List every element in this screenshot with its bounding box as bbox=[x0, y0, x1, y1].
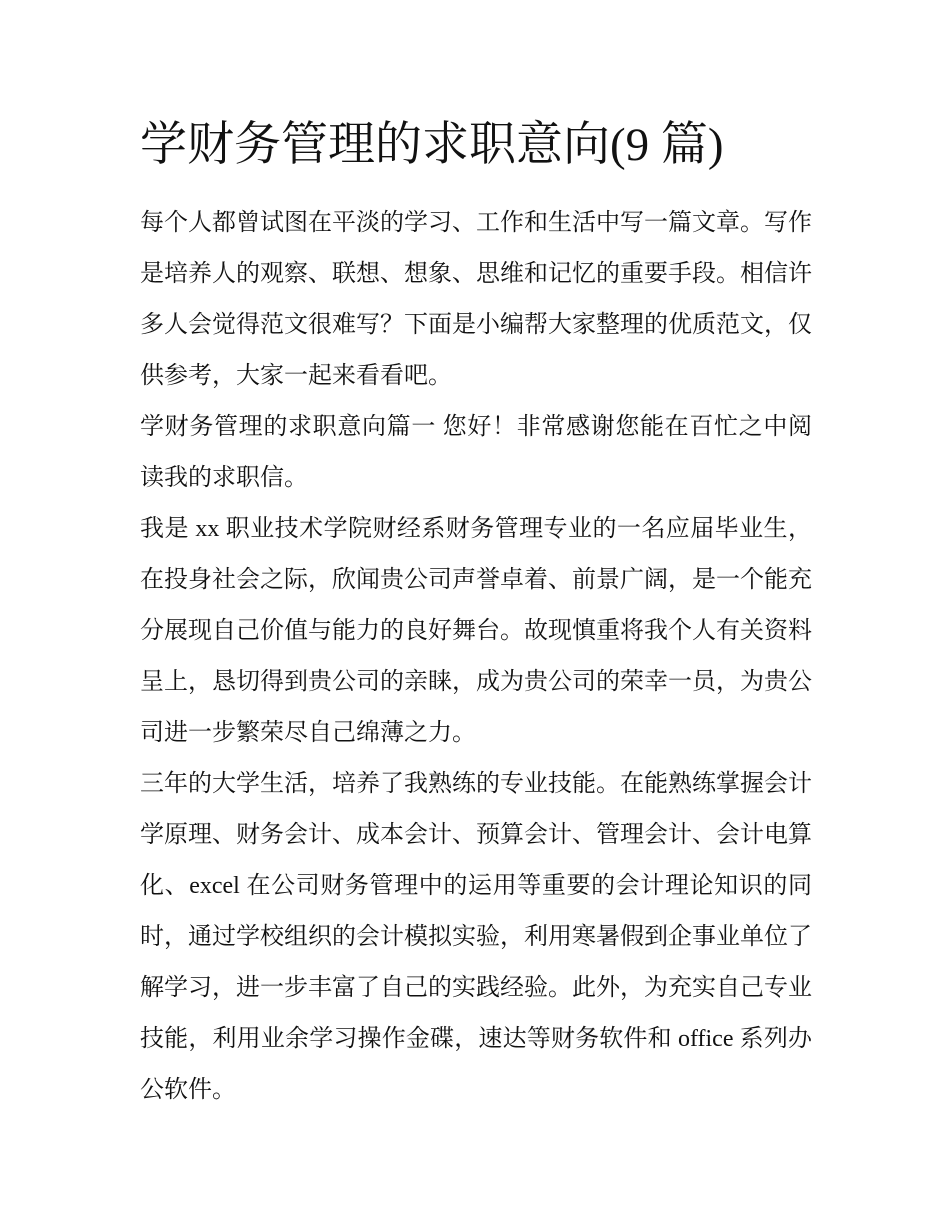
greeting-paragraph: 学财务管理的求职意向篇一 您好！非常感谢您能在百忙之中阅读我的求职信。 bbox=[140, 414, 812, 491]
document-title: 学财务管理的求职意向(9 篇) bbox=[140, 119, 724, 171]
skills-paragraph: 三年的大学生活，培养了我熟练的专业技能。在能熟练掌握会计学原理、财务会计、成本会计、预算会计、管理会计、会计电算化、excel 在公司财务管理中的运用等重要的会计理论知识的同时，通过学校组织的会计模拟实验，利用寒暑假到企事业单位了解学习，进一步丰富了自己的实践经验。此外，为充实自己专业技能，利用业余学习操作金碟，速达等财务软件和 office 系列办公软件。 bbox=[140, 771, 812, 1103]
intro-paragraph: 每个人都曾试图在平淡的学习、工作和生活中写一篇文章。写作是培养人的观察、联想、想象、思维和记忆的重要手段。相信许多人会觉得范文很难写？下面是小编帮大家整理的优质范文，仅供参考，大家一起来看看吧。 bbox=[140, 210, 812, 389]
document-body bbox=[140, 112, 812, 1116]
self-introduction-paragraph: 我是 xx 职业技术学院财经系财务管理专业的一名应届毕业生，在投身社会之际，欣闻贵公司声誉卓着、前景广阔，是一个能充分展现自己价值与能力的良好舞台。故现慎重将我个人有关资料呈上，恳切得到贵公司的亲睐，成为贵公司的荣幸一员，为贵公司进一步繁荣尽自己绵薄之力。 bbox=[140, 516, 812, 746]
